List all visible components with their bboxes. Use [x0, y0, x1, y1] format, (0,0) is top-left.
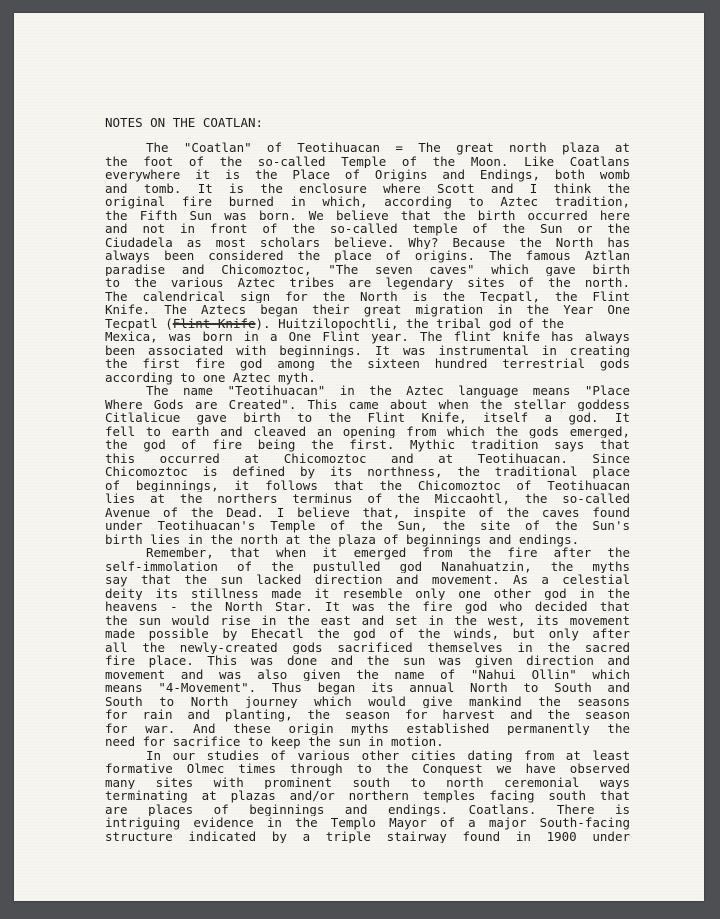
text-line: Knife. The Aztecs began their great migration in the Year One [105, 303, 630, 317]
text-line: the sun would rise in the east and set in the west, its movement [105, 613, 630, 627]
text-line: fell to earth and cleaved an opening from which the gods emerged, [105, 424, 630, 438]
text-line: movement and was also given the name of "Nahui Ollin" which [105, 667, 630, 681]
text-line: structure indicated by a triple stairway found in 1900 under [105, 829, 630, 843]
text-line: formative Olmec times through to the Conquest we have observed [105, 762, 630, 776]
text-line: are places of beginnings and endings. Coatlans. There is [105, 802, 630, 816]
text-line: terminating at plazas and/or northern temples facing south that [105, 789, 630, 803]
text-line: been associated with beginnings. It was instrumental in creating [105, 343, 630, 357]
text-line: heavens - the North Star. It was the fire god who decided that [105, 600, 630, 614]
text-line: Remember, that when it emerged from the fire after the [146, 546, 630, 560]
text-line: The name "Teotihuacan" in the Aztec language means "Place [146, 384, 630, 398]
text-line: means "4-Movement". Thus began its annual North to South and [105, 681, 630, 695]
text-line: The calendrical sign for the North is the Tecpatl, the Flint [105, 289, 630, 303]
document-body [105, 141, 630, 843]
text-line: always been considered the place of origins. The famous Aztlan [105, 249, 630, 263]
struck-through-text: Flint Knife [172, 315, 256, 331]
text-line: self-immolation of the pustulled god Nanahuatzin, the myths [105, 559, 630, 573]
text-line: fire place. This was done and the sun was given direction and [105, 654, 630, 668]
text-line: Mexica, was born in a One Flint year. The flint knife has always [105, 330, 630, 344]
text-line: this occurred at Chicomoztoc and at Teotihuacan. Since [105, 451, 630, 465]
text-line: Where Gods are Created". This came about when the stellar goddess [105, 397, 630, 411]
text-line: Chicomoztoc is defined by its northness, the traditional place [105, 465, 630, 479]
text-line: made possible by Ehecatl the god of the winds, but only after [105, 627, 630, 641]
text-line: In our studies of various other cities dating from at least [146, 748, 630, 762]
typed-page [14, 13, 704, 901]
text-line: birth lies in the north at the plaza of beginnings and endings. [105, 531, 580, 547]
text-line: under Teotihuacan's Temple of the Sun, the site of the Sun's [105, 519, 630, 533]
document-heading: NOTES ON THE COATLAN: [105, 115, 264, 130]
text-segment: ). Huitzilopochtli, the tribal god of the [255, 315, 565, 331]
text-line: need for sacrifice to keep the sun in motion. [105, 734, 444, 749]
text-line: lies at the northers terminus of the Miccaohtl, the so-called [105, 492, 630, 506]
text-line: The "Coatlan" of Teotihuacan = The great north plaza at [146, 141, 630, 155]
text-line: Avenue of the Dead. I believe that, inspite of the caves found [105, 505, 630, 519]
text-line: the first fire god among the sixteen hundred terrestrial gods [105, 357, 630, 371]
text-line: for rain and planting, the season for harvest and the season [105, 708, 630, 722]
text-line: and not in front of the so-called temple of the Sun or the [105, 222, 630, 236]
text-line [105, 317, 630, 331]
text-line: everywhere it is the Place of Origins and Endings, both womb [105, 168, 630, 182]
text-line: South to North journey which would give mankind the seasons [105, 694, 630, 708]
text-line: for war. And these origin myths established permanently the [105, 721, 630, 735]
text-line: the foot of the so-called Temple of the Moon. Like Coatlans [105, 154, 630, 168]
text-line: the god of fire being the first. Mythic tradition says that [105, 438, 630, 452]
text-line: the Fifth Sun was born. We believe that the birth occurred here [105, 208, 630, 222]
text-line: deity its stillness made it resemble only one other god in the [105, 586, 630, 600]
text-line: according to one Aztec myth. [105, 369, 316, 385]
text-line: Citlalicue gave birth to the Flint Knife, itself a god. It [105, 411, 630, 425]
text-line: to the various Aztec tribes are legendary sites of the north. [105, 276, 630, 290]
text-line: intriguing evidence in the Templo Mayor of a major South-facing [105, 816, 630, 830]
text-line: and tomb. It is the enclosure where Scott and I think the [105, 181, 630, 195]
text-line: paradise and Chicomoztoc, "The seven caves" which gave birth [105, 262, 630, 276]
text-segment: Tecpatl ( [105, 315, 173, 331]
text-line: all the newly-created gods sacrificed themselves in the sacred [105, 640, 630, 654]
text-line: say that the sun lacked direction and movement. As a celestial [105, 573, 630, 587]
text-line: many sites with prominent south to north ceremonial ways [105, 775, 630, 789]
text-line: Ciudadela as most scholars believe. Why? Because the North has [105, 235, 630, 249]
text-line: of beginnings, it follows that the Chicomoztoc of Teotihuacan [105, 478, 630, 492]
text-line: original fire burned in which, according to Aztec tradition, [105, 195, 630, 209]
